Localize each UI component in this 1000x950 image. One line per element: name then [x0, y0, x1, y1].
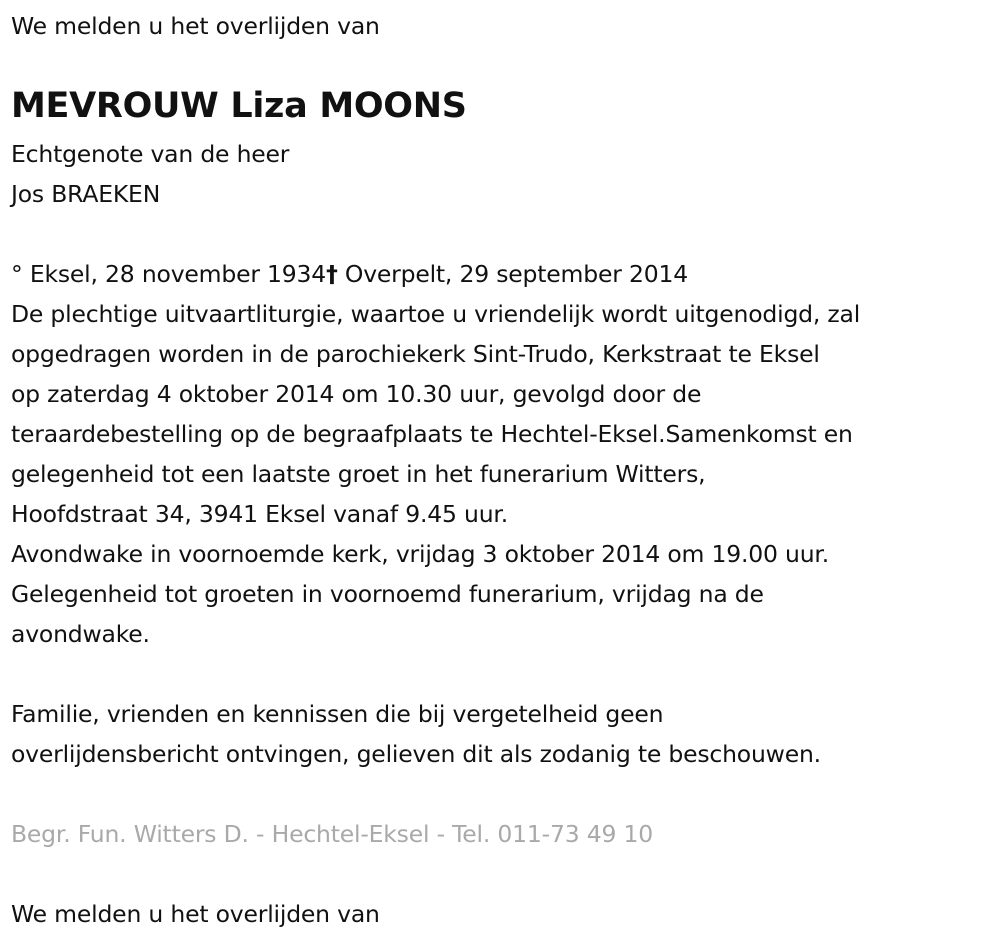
birth-death-dates [11, 254, 860, 294]
intro-text-repeat: We melden u het overlijden van [11, 900, 380, 928]
deceased-name: MEVROUW Liza MOONS [11, 86, 467, 126]
ceremony-line: gelegenheid tot een laatste groet in het funerarium Witters, [11, 460, 706, 488]
ceremony-line: Gelegenheid tot groeten in voornoemd funerarium, vrijdag na de [11, 580, 764, 608]
closing-line: overlijdensbericht ontvingen, gelieven dit als zodanig te beschouwen. [11, 740, 821, 768]
closing-note [11, 694, 821, 774]
ceremony-line: De plechtige uitvaartliturgie, waartoe u vriendelijk wordt uitgenodigd, zal [11, 300, 861, 328]
death-date: Overpelt, 29 september 2014 [337, 260, 688, 288]
spouse-name: Jos BRAEKEN [11, 180, 161, 208]
ceremony-line: op zaterdag 4 oktober 2014 om 10.30 uur, gevolgd door de [11, 380, 702, 408]
cross-icon: † [326, 260, 338, 288]
ceremony-line: Hoofdstraat 34, 3941 Eksel vanaf 9.45 uur. [11, 500, 508, 528]
ceremony-line: Avondwake in voornoemde kerk, vrijdag 3 oktober 2014 om 19.00 uur. [11, 540, 829, 568]
ceremony-line: avondwake. [11, 620, 150, 648]
birth-date: ° Eksel, 28 november 1934 [11, 260, 327, 288]
ceremony-line: opgedragen worden in de parochiekerk Sint-Trudo, Kerkstraat te Eksel [11, 340, 820, 368]
ceremony-line: teraardebestelling op de begraafplaats te Hechtel-Eksel.Samenkomst en [11, 420, 853, 448]
spouse-block [11, 134, 289, 214]
notice-body [11, 254, 860, 654]
undertaker-contact: Begr. Fun. Witters D. - Hechtel-Eksel - Tel. 011-73 49 10 [11, 820, 653, 848]
closing-line: Familie, vrienden en kennissen die bij vergetelheid geen [11, 700, 664, 728]
spouse-relation: Echtgenote van de heer [11, 140, 290, 168]
intro-text: We melden u het overlijden van [11, 12, 380, 40]
